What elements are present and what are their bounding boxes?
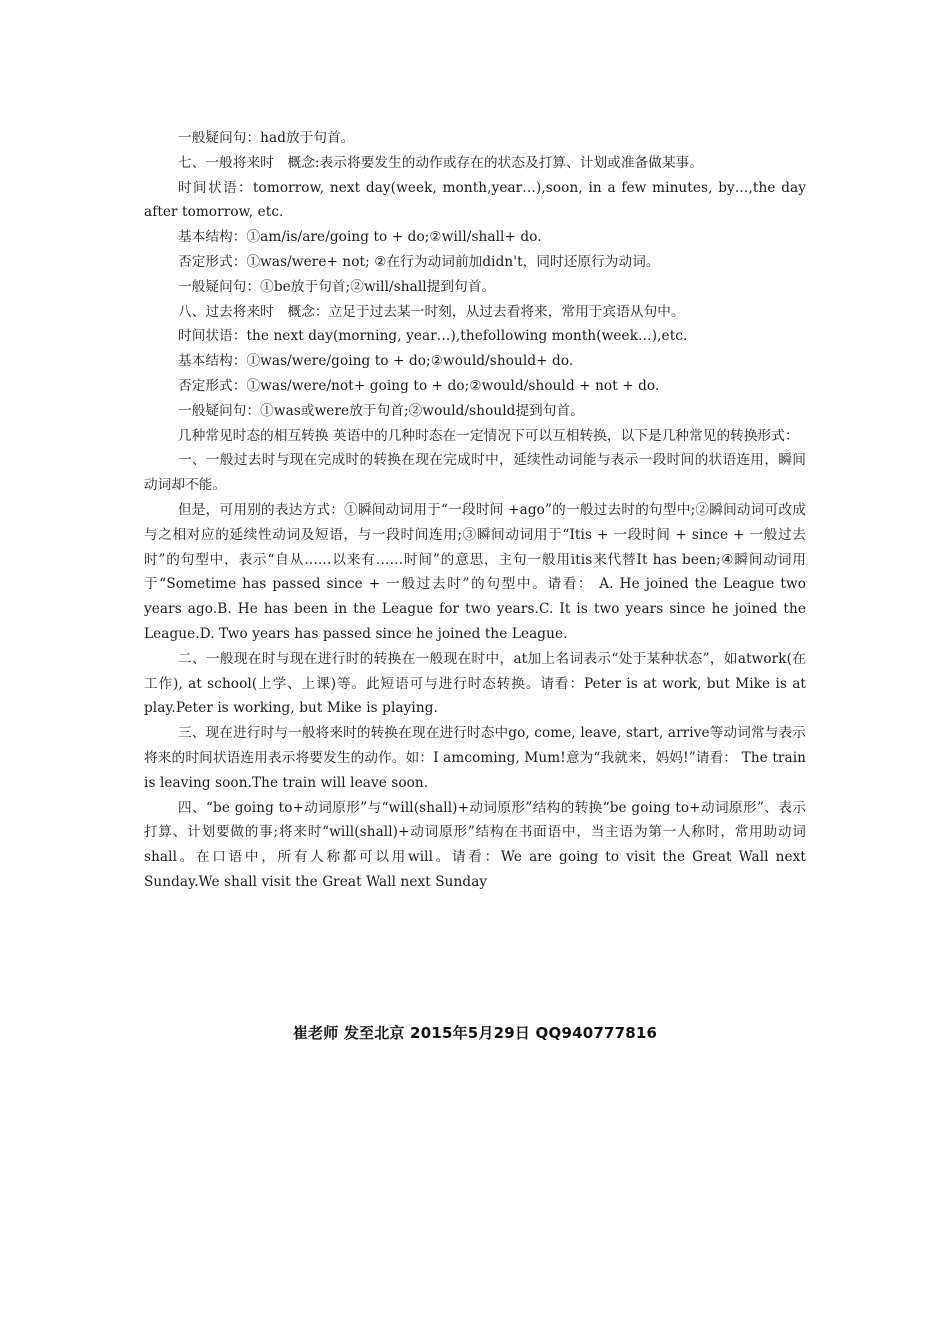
paragraph-conversion-three: 三、现在进行时与一般将来时的转换在现在进行时态中go, come, leave, start, arrive等动词常与表示将来的时间状语连用表示将要发生的动作。如：I amcoming, Mum!意为“我就来，妈妈!”请看： The train is leaving soon.The train will leave soon. <box>144 725 806 791</box>
paragraph-tense-conversion-intro: 几种常见时态的相互转换 英语中的几种时态在一定情况下可以互相转换，以下是几种常见的转换形式： <box>178 427 799 444</box>
document-body <box>144 126 806 895</box>
paragraph-future-negative-form: 否定形式：①was/were+ not; ②在行为动词前加didn't，同时还原行为动词。 <box>178 253 660 270</box>
paragraph-conversion-one: 一、一般过去时与现在完成时的转换在现在完成时中，延续性动词能与表示一段时间的状语连用，瞬间动词却不能。 <box>144 452 806 494</box>
paragraph-past-future-basic-structure: 基本结构：①was/were/going to + do;②would/should+ do. <box>178 353 574 370</box>
paragraph-future-tense-heading: 七、一般将来时 概念:表示将要发生的动作或存在的状态及打算、计划或准备做某事。 <box>178 154 704 171</box>
paragraph-conversion-one-alternatives: 但是，可用别的表达方式：①瞬间动词用于“一段时间 +ago”的一般过去时的句型中;②瞬间动词可改成与之相对应的延续性动词及短语，与一段时间连用;③瞬间动词用于“Itis + 一段时间 + since + 一般过去时”的句型中，表示“自从……以来有……时间”的意思，主句一般用itis来代替It has been;④瞬间动词用于“Sometime has passed since + 一般过去时”的句型中。请看： A. He joined the League two years ago.B. He has been in the League for two years.C. It is two years since he joined the League.D. Two years has passed since he joined the League. <box>144 501 806 642</box>
paragraph-conversion-four: 四、“be going to+动词原形”与“will(shall)+动词原形”结构的转换“be going to+动词原形”、表示打算、计划要做的事;将来时“will(shall)+动词原形”结构在书面语中，当主语为第一人称时，常用助动词shall。在口语中，所有人称都可以用will。请看：We are going to visit the Great Wall next Sunday.We shall visit the Great Wall next Sunday <box>144 799 806 890</box>
paragraph-past-future-heading: 八、过去将来时 概念：立足于过去某一时刻，从过去看将来，常用于宾语从句中。 <box>178 303 685 320</box>
paragraph-future-time-adverbials: 时间状语：tomorrow, next day(week, month,year…),soon, in a few minutes, by…,the day after tomorrow, etc. <box>144 179 806 221</box>
page-footer: 崔老师 发至北京 2015年5月29日 QQ940777816 <box>292 1024 658 1042</box>
paragraph-past-future-question-form: 一般疑问句：①was或were放于句首;②would/should提到句首。 <box>178 402 584 419</box>
paragraph-past-future-time-adverbials: 时间状语：the next day(morning, year…),thefollowing month(week…),etc. <box>178 328 688 345</box>
paragraph-past-future-negative-form: 否定形式：①was/were/not+ going to + do;②would/should + not + do. <box>178 377 660 394</box>
paragraph-future-basic-structure: 基本结构：①am/is/are/going to + do;②will/shall+ do. <box>178 229 542 246</box>
paragraph-general-question-had: 一般疑问句：had放于句首。 <box>178 130 355 146</box>
paragraph-conversion-two: 二、一般现在时与现在进行时的转换在一般现在时中，at加上名词表示“处于某种状态”，如atwork(在工作), at school(上学、上课)等。此短语可与进行时态转换。请看：Peter is at work, but Mike is at play.Peter is working, but Mike is playing. <box>144 650 806 717</box>
paragraph-future-question-form: 一般疑问句：①be放于句首;②will/shall提到句首。 <box>178 278 496 295</box>
